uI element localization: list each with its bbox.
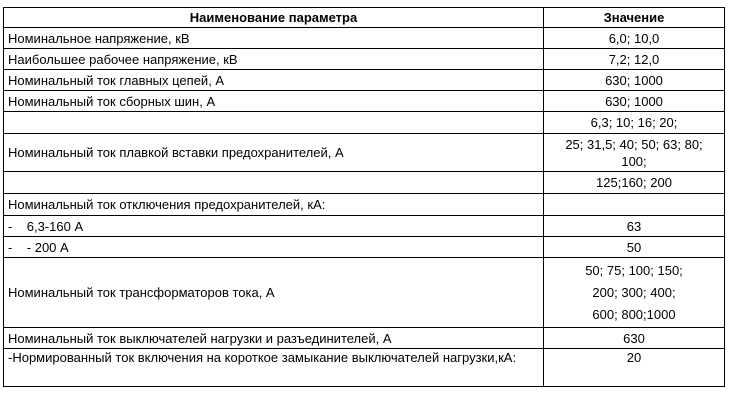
- table-row: [4, 237, 725, 258]
- param-name: Наибольшее рабочее напряжение, кВ: [4, 49, 544, 70]
- table-row: [4, 349, 725, 387]
- param-name: Номинальный ток сборных шин, А: [4, 91, 544, 112]
- table-row: [4, 258, 725, 328]
- param-value: 63: [544, 216, 725, 237]
- param-name: Номинальное напряжение, кВ: [4, 28, 544, 49]
- header-value: Значение: [544, 8, 725, 28]
- param-value: 50: [544, 237, 725, 258]
- param-value: 630; 1000: [544, 91, 725, 112]
- param-name: Номинальный ток плавкой вставки предохранителей, А: [4, 134, 544, 172]
- param-value: 7,2; 12,0: [544, 49, 725, 70]
- table-row: [4, 134, 725, 172]
- table-row: [4, 172, 725, 194]
- param-value: 630; 1000: [544, 70, 725, 91]
- table-row: [4, 194, 725, 216]
- param-value: 6,0; 10,0: [544, 28, 725, 49]
- param-value: 125;160; 200: [544, 172, 725, 194]
- table-row: [4, 91, 725, 112]
- param-name: [4, 172, 544, 194]
- table-row: [4, 70, 725, 91]
- param-value: 20: [544, 349, 725, 387]
- table-row: [4, 112, 725, 134]
- table-row: [4, 28, 725, 49]
- param-name: Номинальный ток отключения предохранителей, кА:: [4, 194, 544, 216]
- param-value: 25; 31,5; 40; 50; 63; 80; 100;: [544, 134, 725, 172]
- table-row: [4, 49, 725, 70]
- param-value: [544, 194, 725, 216]
- param-name: - - 200 А: [4, 237, 544, 258]
- header-row: [4, 8, 725, 28]
- table-row: [4, 216, 725, 237]
- param-name: Номинальный ток выключателей нагрузки и разъединителей, А: [4, 328, 544, 349]
- table-row: [4, 328, 725, 349]
- param-name: -Нормированный ток включения на короткое замыкание выключателей нагрузки,кА:: [4, 349, 544, 387]
- param-name: Номинальный ток трансформаторов тока, А: [4, 258, 544, 328]
- param-value: 6,3; 10; 16; 20;: [544, 112, 725, 134]
- param-value: 50; 75; 100; 150; 200; 300; 400; 600; 800;1000: [544, 258, 725, 328]
- param-name: Номинальный ток главных цепей, А: [4, 70, 544, 91]
- param-value: 630: [544, 328, 725, 349]
- param-name: [4, 112, 544, 134]
- header-parameter-name: Наименование параметра: [4, 8, 544, 28]
- param-name: - 6,3-160 А: [4, 216, 544, 237]
- parameter-table: [3, 7, 725, 387]
